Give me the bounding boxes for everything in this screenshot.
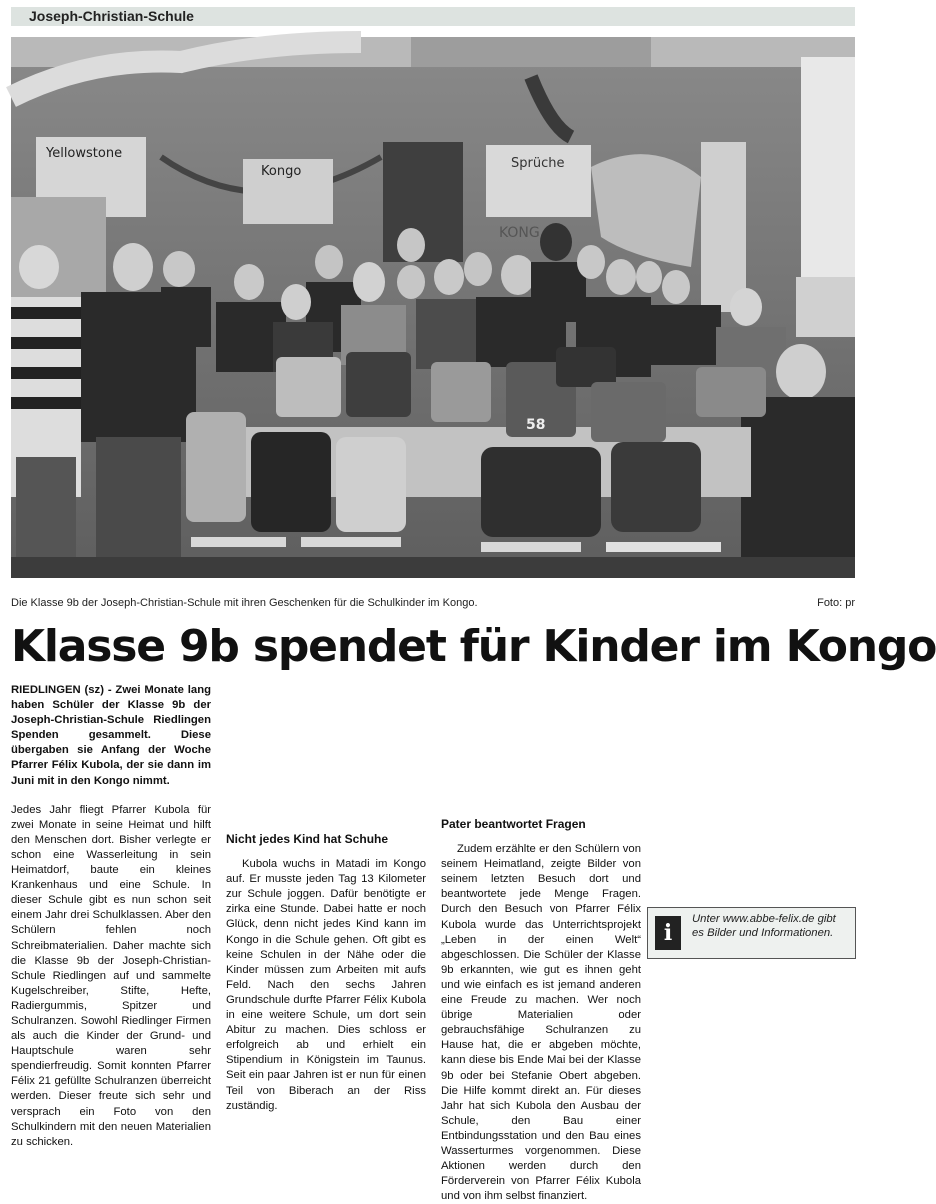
article-paragraph-3: Zudem erzählte er den Schülern von seinem Heimatland, zeigte Bilder von seinem letzten Besuch dort und beantwortete jede Menge Fragen. Durch den Besuch von Pfarrer Félix Kubola wurde das Unterrichtsprojekt „Leben in der einen Welt“ abgeschlossen. Die Schüler der Klasse 9b erkannten, wie gut es ihnen geht und wie einfach es ist jemand anderen eine Freude zu machen. Wer noch übrige Materialien oder gebrauchsfähige Schulranzen zu Hause hat, die er abgeben möchte, kann diese bis Ende Mai bei der Klasse 9b oder bei Stefanie Obert abgeben. Die Hilfe kommt direkt an. Für dieses Jahr hat sich Kubola den Ausbau der Schule, den Bau einer Entbindungsstation und den Bau eines Wasserturmes vorgenommen. Diese Aktionen werden durch den Förderverein von Pfarrer Félix Kubola und von ihm selbst finanziert. (441, 843, 641, 1203)
poster-kongo: Kongo (261, 164, 302, 179)
section-header (11, 7, 855, 26)
article-column-3 (441, 803, 641, 1203)
info-box (647, 907, 856, 959)
info-text: Unter www.abbe-felix.de gibt es Bilder und Informationen. (692, 913, 836, 939)
wall-kongo-letters: KONG (499, 225, 540, 241)
article-flow (11, 683, 211, 1148)
section-title: Joseph-Christian-Schule (29, 8, 194, 24)
photo-caption (11, 597, 855, 609)
article-paragraph-1: Jedes Jahr fliegt Pfarrer Kubola für zwei Monate in seine Heimat und hilft den Menschen dort. Bisher verlegte er schon eine Wasserleitung in sein Heimatdorf, baute ein kleines Krankenhaus und eine Schule. In dieser Schule gibt es nun schon seit einem Jahr drei Schulklassen. Aber den Schülern fehlen noch Schreibmaterialien. Daher machte sich die Klasse 9b der Joseph-Christian-Schule Riedlingen auf und sammelte Kugelschreiber, Stifte, Hefte, Radiergummis, Spitzer und Schulranzen. Sowohl Riedlinger Firmen als auch die Kinder der Grund- und Hauptschule waren sehr spendierfreudig. Somit konnten Pfarrer Félix 21 gefüllte Schulranzen überreicht werden. Dieser freute sich sehr und versprach ein Foto von den Schulkindern mit den neuen Materialien zu schicken. (11, 803, 211, 1148)
poster-sprueche: Sprüche (511, 156, 565, 171)
article-paragraph-2: Kubola wuchs in Matadi im Kongo auf. Er musste jeden Tag 13 Kilometer zur Schule joggen. Dafür benötigte er zirka eine Stunde. Dabei hatte er noch Glück, denn nicht jedes Kind kann im Kongo in die Schule gehen. Oft gibt es keine Schulen in der Nähe oder die Kinder müssen zum Arbeiten mit aufs Feld. Nach den sechs Jahren Grundschule durfte Pfarrer Félix Kubola in eine weitere Schule, um dort sein Abitur zu machen. Dies schloss er erfolgreich ab und erhielt ein Stipendium in Königstein im Taunus. Seit ein paar Jahren ist er nun für einen Teil von Biberach an der Riss zuständig. (226, 858, 426, 1112)
bag-number: 58 (526, 417, 546, 433)
caption-text: Die Klasse 9b der Joseph-Christian-Schule mit ihren Geschenken für die Schulkinder im Kongo. (11, 597, 478, 609)
poster-yellowstone: Yellowstone (46, 146, 123, 161)
photo-credit: Foto: pr (817, 597, 855, 609)
photo-illustration (11, 37, 855, 578)
article-column-2 (226, 818, 426, 1112)
class-photo (11, 37, 855, 578)
article-lead: RIEDLINGEN (sz) - Zwei Monate lang haben Schüler der Klasse 9b der Joseph-Christian-Schule Riedlingen Spenden gesammelt. Diese übergaben sie Anfang der Woche Pfarrer Félix Kubola, der sie dann im Juni mit in den Kongo nimmt. (11, 684, 211, 787)
subhead-questions: Pater beantwortet Fragen (441, 817, 586, 831)
headline: Klasse 9b spendet für Kinder im Kongo (11, 621, 936, 672)
subhead-shoes: Nicht jedes Kind hat Schuhe (226, 832, 389, 846)
info-icon: i (655, 916, 681, 950)
